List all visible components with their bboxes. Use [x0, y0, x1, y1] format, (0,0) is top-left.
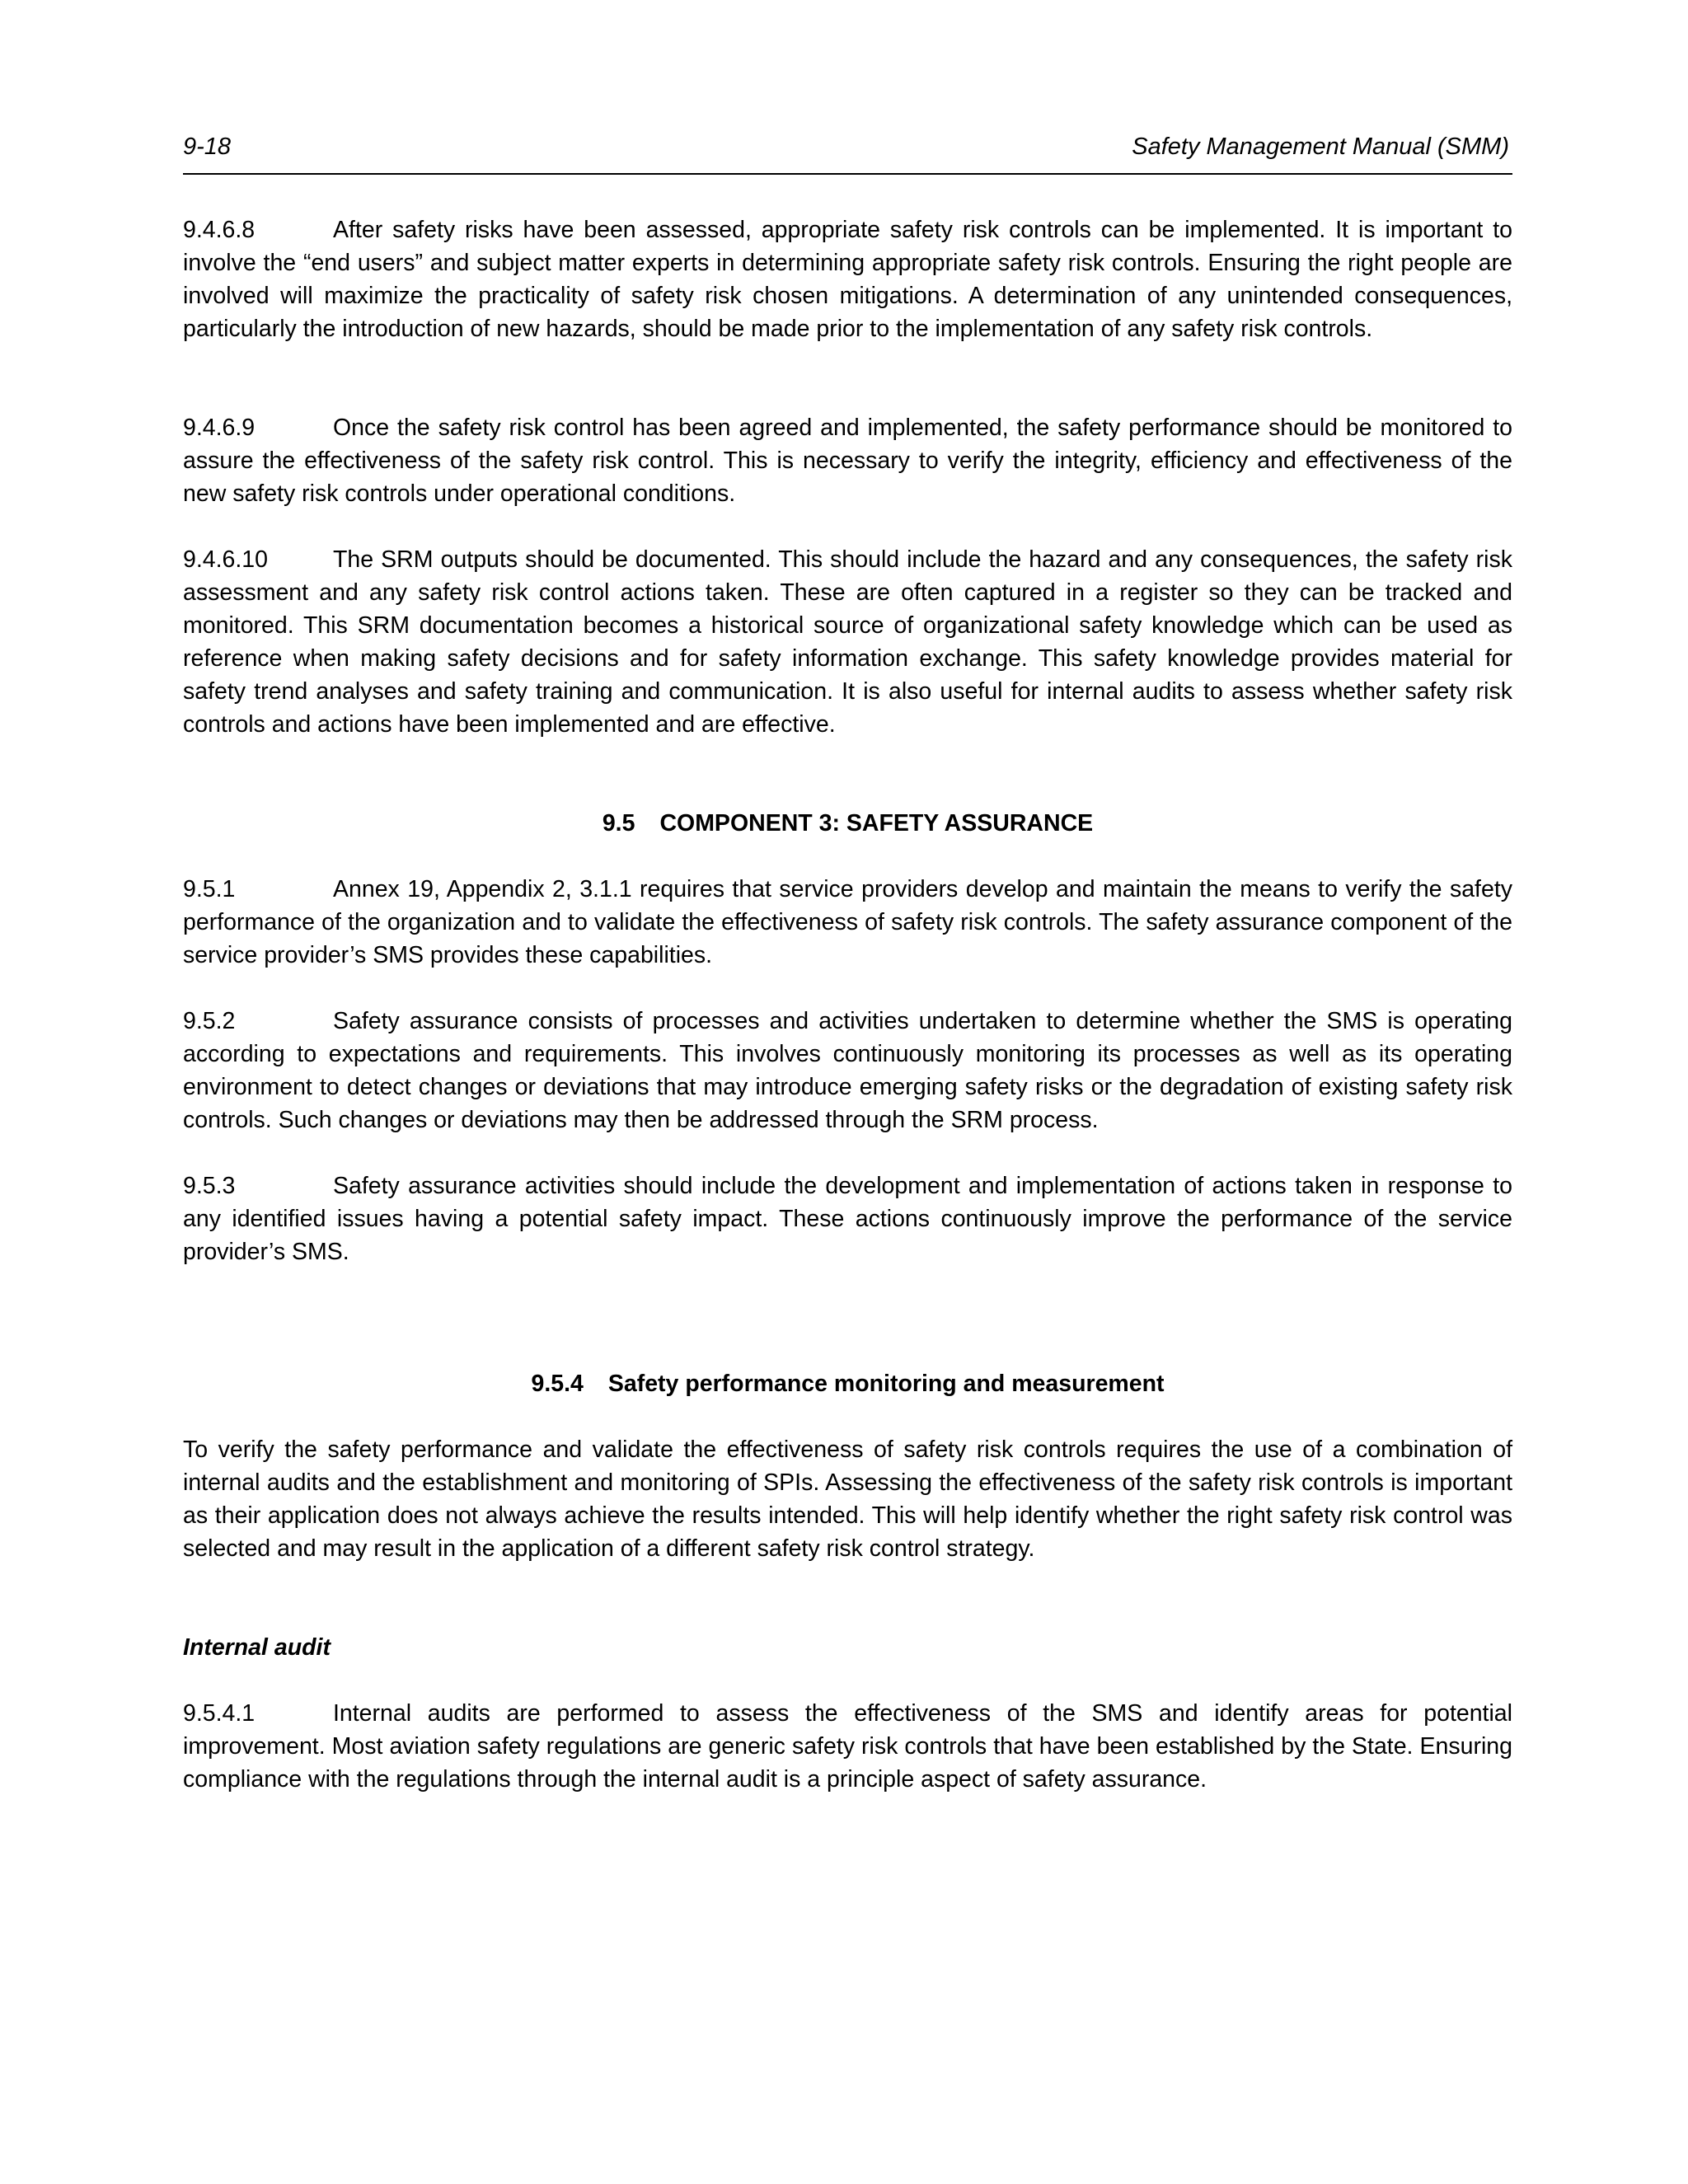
paragraph-text: After safety risks have been assessed, appropriate safety risk controls can be implemented. It is important to involve the “end users” and subject matter experts in determining appropriate safety risk controls. Ensuring the right people are involved will maximize the practicality of safety risk chosen mitigations. A determination of any unintended consequences, particularly the introduction of new hazards, should be made prior to the implementation of any safety risk controls.: [183, 217, 1512, 342]
paragraph-text: The SRM outputs should be documented. This should include the hazard and any consequences, the safety risk assessment and any safety risk control actions taken. These are often captured in a register so they can be tracked and monitored. This SRM documentation becomes a historical source of organizational safety knowledge which can be used as reference when making safety decisions and for safety information exchange. This safety knowledge provides material for safety trend analyses and safety training and communication. It is also useful for internal audits to assess whether safety risk controls and actions have been implemented and are effective.: [183, 546, 1512, 738]
paragraph-number: 9.5.4.1: [183, 1700, 256, 1727]
paragraph-9-5-4-intro: [183, 1433, 1512, 1565]
heading-text: Safety performance monitoring and measurement: [607, 1371, 1165, 1397]
heading-number: 9.5.4: [531, 1371, 584, 1397]
paragraph-number: 9.4.6.8: [183, 217, 256, 243]
page-number: 9-18: [183, 134, 232, 160]
section-heading-9-5-4: [183, 1367, 1512, 1400]
paragraph-number: 9.5.2: [183, 1008, 236, 1034]
heading-text: COMPONENT 3: SAFETY ASSURANCE: [659, 810, 1094, 837]
page-header: [183, 132, 1512, 175]
paragraph-text: Safety assurance consists of processes and activities undertaken to determine whether the SMS is operating according to expectations and requirements. This involves continuously monitoring its processes as well as its operating environment to detect changes or deviations that may introduce emerging safety risks or the degradation of existing safety risk controls. Such changes or deviations may then be addressed through the SRM process.: [183, 1008, 1512, 1133]
paragraph-number: 9.5.1: [183, 876, 236, 902]
paragraph-text: Internal audits are performed to assess the effectiveness of the SMS and identify areas for potential improvement. Most aviation safety regulations are generic safety risk controls that have been established by the State. Ensuring compliance with the regulations through the internal audit is a principle aspect of safety assurance.: [183, 1700, 1512, 1793]
paragraph-text: Annex 19, Appendix 2, 3.1.1 requires that service providers develop and maintain the means to verify the safety performance of the organization and to validate the effectiveness of safety risk controls. The safety assurance component of the service provider’s SMS provides these capabilities.: [183, 876, 1512, 968]
subheading-internal-audit: Internal audit: [183, 1634, 331, 1661]
paragraph-9-4-6-8: [183, 213, 1512, 345]
section-heading-9-5: [183, 807, 1512, 840]
paragraph-number: 9.4.6.9: [183, 415, 256, 441]
paragraph-9-4-6-9: [183, 411, 1512, 510]
paragraph-9-5-4-1: [183, 1697, 1512, 1796]
paragraph-9-5-1: [183, 873, 1512, 972]
document-title: Safety Management Manual (SMM): [1132, 134, 1509, 160]
paragraph-number: 9.4.6.10: [183, 546, 269, 573]
heading-number: 9.5: [602, 810, 635, 837]
paragraph-9-4-6-10: [183, 543, 1512, 741]
paragraph-text: Safety assurance activities should include the development and implementation of actions taken in response to any identified issues having a potential safety impact. These actions continuously improve the performance of the service provider’s SMS.: [183, 1173, 1512, 1265]
paragraph-9-5-2: [183, 1005, 1512, 1137]
paragraph-number: 9.5.3: [183, 1173, 236, 1199]
paragraph-text: To verify the safety performance and validate the effectiveness of safety risk controls requires the use of a combination of internal audits and the establishment and monitoring of SPIs. Assessing the effectiveness of the safety risk controls is important as their application does not always achieve the results intended. This will help identify whether the right safety risk control was selected and may result in the application of a different safety risk control strategy.: [183, 1436, 1512, 1562]
paragraph-text: Once the safety risk control has been agreed and implemented, the safety performance should be monitored to assure the effectiveness of the safety risk control. This is necessary to verify the integrity, efficiency and effectiveness of the new safety risk controls under operational conditions.: [183, 415, 1512, 507]
paragraph-9-5-3: [183, 1169, 1512, 1268]
